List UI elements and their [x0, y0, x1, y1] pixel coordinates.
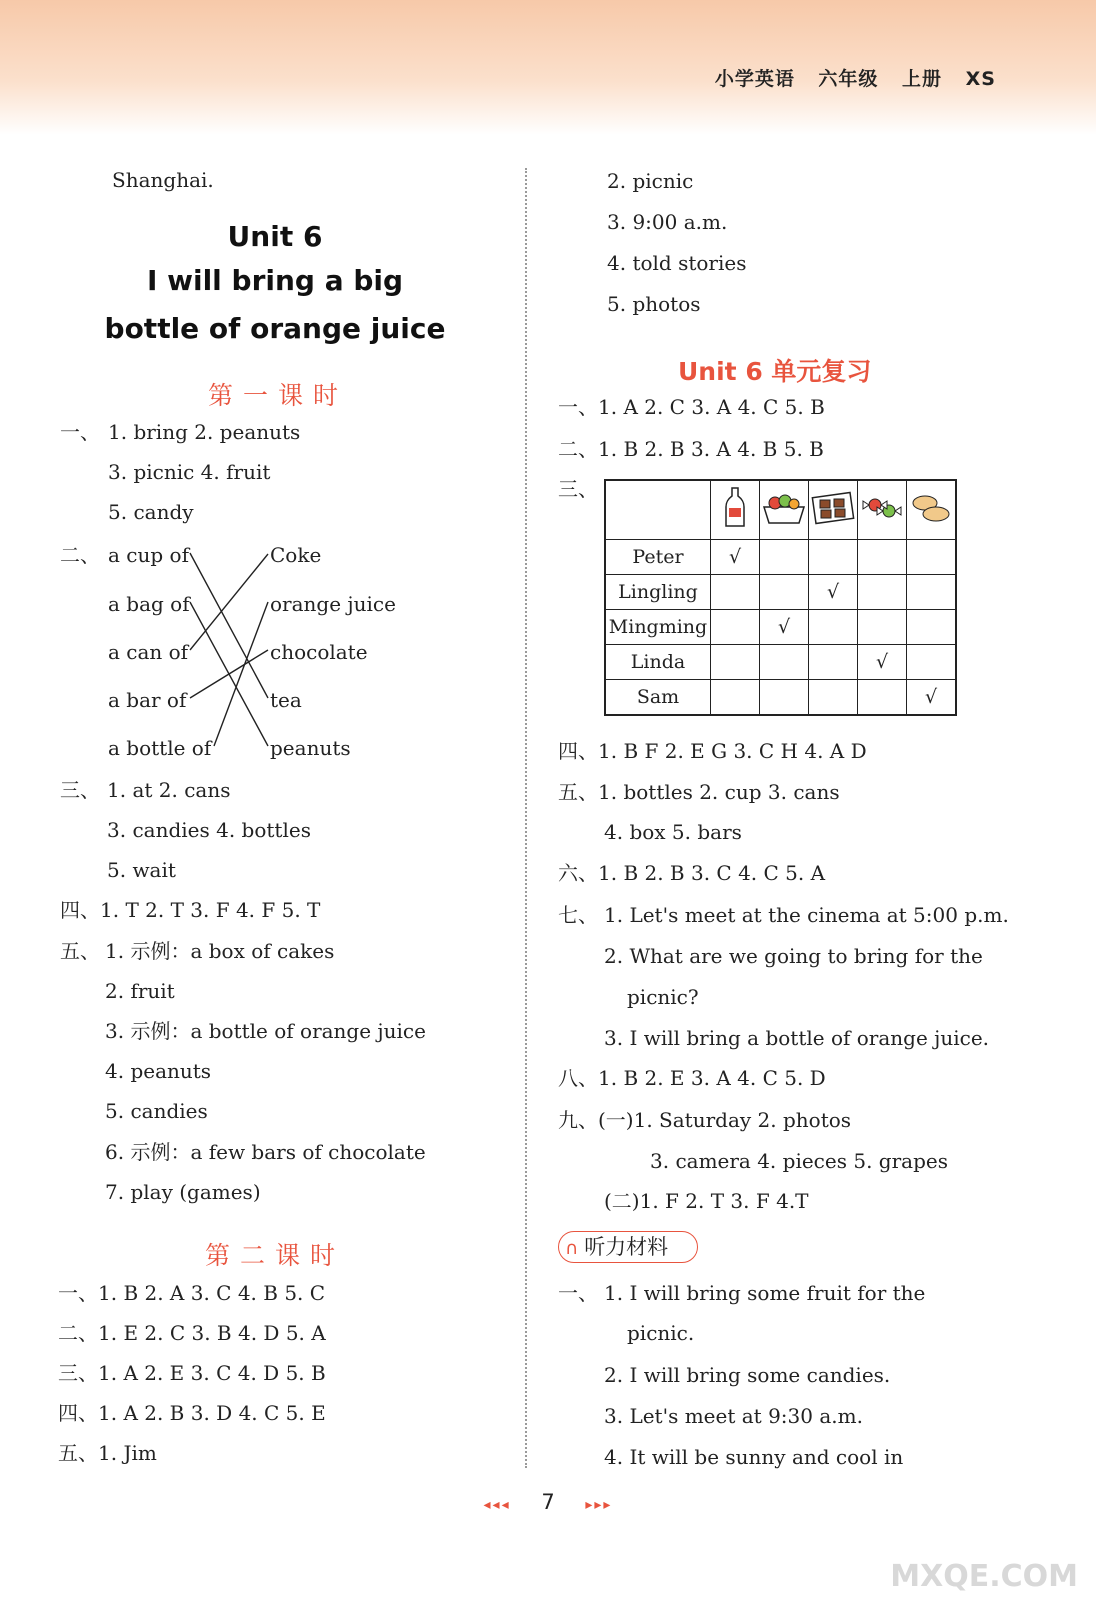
review-q7-2b: picnic?: [627, 985, 699, 1009]
review-q8: 八、1. B 2. E 3. A 4. C 5. D: [558, 1066, 826, 1090]
table-cell: [907, 645, 957, 680]
review-q2: 二、1. B 2. B 3. A 4. B 5. B: [558, 437, 824, 461]
review-q9-row-1: 九、(一)1. Saturday 2. photos: [558, 1108, 852, 1132]
match-left-1: a cup of: [108, 543, 189, 567]
row-name: Sam: [605, 680, 711, 716]
q5-item-6: 6. 示例：a few bars of chocolate: [105, 1140, 426, 1164]
carry-over-text: Shanghai.: [112, 168, 214, 192]
match-right-2: orange juice: [270, 592, 396, 616]
carry-item-2: 2. picnic: [607, 169, 694, 193]
listen-2: 2. I will bring some candies.: [604, 1363, 891, 1387]
table-cell: [809, 610, 858, 645]
l2-row-5: 五、1. Jim: [58, 1441, 157, 1465]
match-left-2: a bag of: [108, 592, 190, 616]
q4-answers: 四、1. T 2. T 3. F 4. F 5. T: [60, 898, 321, 922]
lesson-2-heading: 第二课时: [205, 1241, 346, 1270]
q1-mark: 一、: [60, 420, 100, 444]
q5-item-7: 7. play (games): [105, 1180, 261, 1204]
page-footer: [0, 1490, 1096, 1514]
q3-row-2: 3. candies 4. bottles: [107, 818, 311, 842]
review-q6: 六、1. B 2. B 3. C 4. C 5. A: [558, 861, 826, 885]
table-row: [605, 680, 956, 716]
table-cell: [907, 610, 957, 645]
listen-3: 3. Let's meet at 9:30 a.m.: [604, 1404, 863, 1428]
review-q3-mark: 三、: [558, 477, 598, 501]
prev-arrows-icon: ◂◂◂: [483, 1497, 511, 1513]
match-left-4: a bar of: [108, 688, 187, 712]
review-q5-row-2: 4. box 5. bars: [604, 820, 742, 844]
review-q9-row-3: (二)1. F 2. T 3. F 4.T: [604, 1189, 809, 1213]
table-row: [605, 575, 956, 610]
answer-table: [604, 479, 957, 716]
review-q1: 一、1. A 2. C 3. A 4. C 5. B: [558, 395, 825, 419]
fruit-basket-icon: [760, 480, 809, 540]
table-cell: [858, 575, 907, 610]
listen-q1-mark: 一、: [558, 1281, 598, 1305]
table-cell: √: [711, 540, 760, 575]
book-info: 小学英语 六年级 上册 XS: [714, 68, 996, 90]
table-cell: [809, 540, 858, 575]
q5-mark: 五、: [60, 939, 100, 963]
table-cell: [907, 575, 957, 610]
carry-item-3: 3. 9:00 a.m.: [607, 210, 728, 234]
q1-row-1: 1. bring 2. peanuts: [108, 420, 301, 444]
review-q5-row-1: 五、1. bottles 2. cup 3. cans: [558, 780, 840, 804]
review-q4: 四、1. B F 2. E G 3. C H 4. A D: [558, 739, 867, 763]
unit-subtitle-2: bottle of orange juice: [104, 312, 446, 345]
table-cell: √: [858, 645, 907, 680]
table-cell: √: [760, 610, 809, 645]
l2-row-3: 三、1. A 2. E 3. C 4. D 5. B: [58, 1361, 326, 1385]
table-cell: [858, 680, 907, 716]
review-q7-2a: 2. What are we going to bring for the: [604, 944, 983, 968]
headphones-icon: ∩: [565, 1238, 579, 1259]
q2-mark: 二、: [60, 543, 100, 567]
unit-subtitle-1: I will bring a big: [146, 264, 404, 297]
table-cell: [760, 540, 809, 575]
review-q7-3: 3. I will bring a bottle of orange juice.: [604, 1026, 990, 1050]
table-cell: [907, 540, 957, 575]
q5-item-2: 2. fruit: [105, 979, 175, 1003]
table-cell: [711, 680, 760, 716]
row-name: Peter: [605, 540, 711, 575]
carry-item-5: 5. photos: [607, 292, 701, 316]
table-cell: √: [809, 575, 858, 610]
table-cell: [760, 645, 809, 680]
table-cell: [760, 680, 809, 716]
bottle-icon: [711, 480, 760, 540]
review-q9-row-2: 3. camera 4. pieces 5. grapes: [650, 1149, 948, 1173]
table-cell: [760, 575, 809, 610]
q3-row-3: 5. wait: [107, 858, 176, 882]
l2-row-1: 一、1. B 2. A 3. C 4. B 5. C: [58, 1281, 326, 1305]
table-corner: [605, 480, 711, 540]
listening-material-badge: [558, 1231, 698, 1263]
listening-material-label: 听力材料: [584, 1235, 669, 1259]
q5-item-1: 1. 示例：a box of cakes: [105, 939, 335, 963]
table-row: [605, 645, 956, 680]
row-name: Lingling: [605, 575, 711, 610]
match-left-5: a bottle of: [108, 736, 212, 760]
unit-title: Unit 6: [227, 220, 323, 253]
peanuts-icon: [907, 480, 957, 540]
row-name: Linda: [605, 645, 711, 680]
q5-item-3: 3. 示例：a bottle of orange juice: [105, 1019, 426, 1043]
match-right-5: peanuts: [270, 736, 351, 760]
row-name: Mingming: [605, 610, 711, 645]
q3-mark: 三、: [60, 778, 100, 802]
l2-row-4: 四、1. A 2. B 3. D 4. C 5. E: [58, 1401, 326, 1425]
review-title: Unit 6 单元复习: [678, 357, 872, 386]
table-row: [605, 610, 956, 645]
table-cell: [809, 680, 858, 716]
table-cell: [711, 575, 760, 610]
l2-row-2: 二、1. E 2. C 3. B 4. D 5. A: [58, 1321, 326, 1345]
candy-icon: [858, 480, 907, 540]
table-cell: √: [907, 680, 957, 716]
match-right-3: chocolate: [270, 640, 368, 664]
match-right-1: Coke: [270, 543, 322, 567]
column-divider: [525, 168, 527, 1468]
chocolate-icon: [809, 480, 858, 540]
q3-row-1: 1. at 2. cans: [107, 778, 231, 802]
table-row: [605, 540, 956, 575]
match-right-4: tea: [270, 688, 302, 712]
table-cell: [711, 645, 760, 680]
q5-item-5: 5. candies: [105, 1099, 208, 1123]
listen-1b: picnic.: [627, 1321, 695, 1345]
lesson-1-heading: 第一课时: [208, 381, 349, 410]
q1-row-3: 5. candy: [108, 500, 194, 524]
q5-item-4: 4. peanuts: [105, 1059, 212, 1083]
q1-row-2: 3. picnic 4. fruit: [108, 460, 271, 484]
carry-item-4: 4. told stories: [607, 251, 747, 275]
match-left-3: a can of: [108, 640, 189, 664]
listen-1a: 1. I will bring some fruit for the: [604, 1281, 926, 1305]
table-cell: [858, 540, 907, 575]
listen-4: 4. It will be sunny and cool in: [604, 1445, 904, 1469]
next-arrows-icon: ▸▸▸: [585, 1497, 613, 1513]
watermark: MXQE.COM: [890, 1559, 1078, 1594]
page-number: 7: [541, 1490, 555, 1514]
review-q7-mark: 七、: [558, 903, 598, 927]
review-q7-1: 1. Let's meet at the cinema at 5:00 p.m.: [604, 903, 1009, 927]
table-cell: [711, 610, 760, 645]
table-cell: [858, 610, 907, 645]
table-cell: [809, 645, 858, 680]
